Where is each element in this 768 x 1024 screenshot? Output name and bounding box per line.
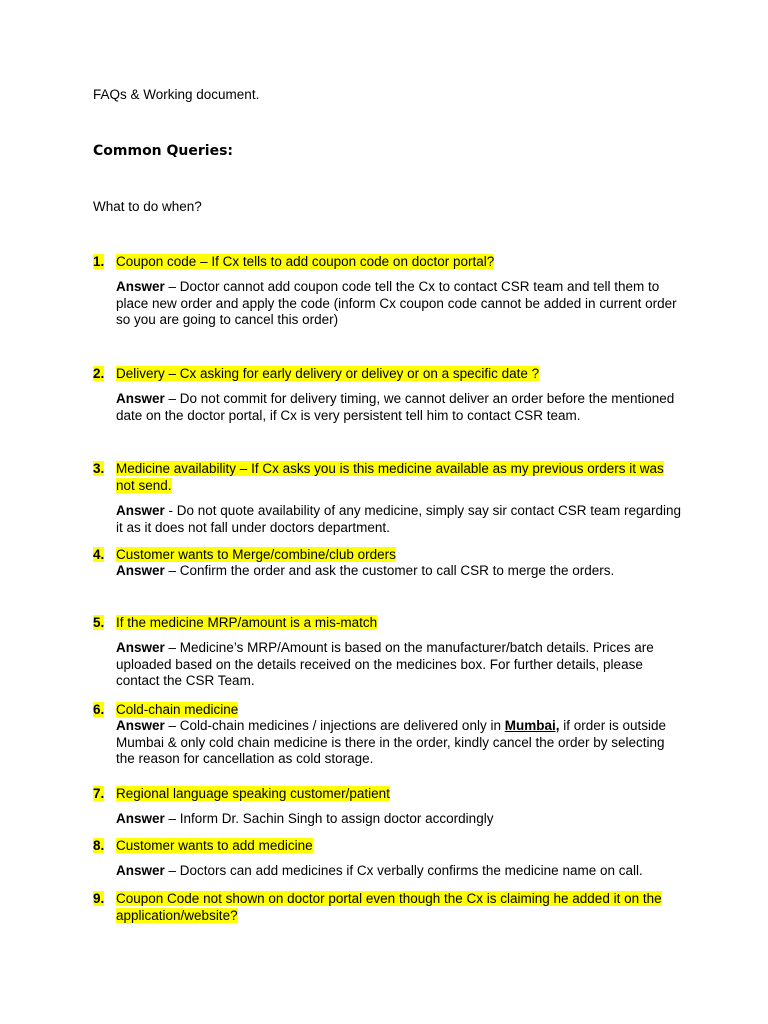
answer-emphasis-mumbai: Mumbai,	[504, 718, 560, 733]
faq-item-1	[93, 253, 683, 329]
faq-answer	[116, 718, 683, 768]
faq-question: Cold-chain medicine	[116, 702, 239, 717]
faq-question: Regional language speaking customer/patient	[116, 786, 390, 801]
faq-question-row	[93, 460, 683, 494]
faq-number: 3.	[93, 461, 105, 476]
answer-text: – Doctor cannot add coupon code tell the Cx to contact CSR team and tell them to place new order and apply the code (inform Cx coupon code cannot be added in current order so you are going to cancel this order)	[116, 279, 677, 327]
faq-question: If the medicine MRP/amount is a mis-match	[116, 615, 378, 630]
answer-text: – Inform Dr. Sachin Singh to assign doctor accordingly	[164, 811, 494, 826]
faq-question: Delivery – Cx asking for early delivery or delivey or on a specific date ?	[116, 366, 540, 381]
faq-item-7	[93, 785, 683, 828]
faq-question-row	[93, 365, 683, 382]
faq-number: 1.	[93, 254, 105, 269]
faq-question: Coupon Code not shown on doctor portal even though the Cx is claiming he added it on the application/website?	[116, 891, 662, 923]
answer-text: - Do not quote availability of any medicine, simply say sir contact CSR team regarding it as it does not fall under doctors department.	[116, 503, 682, 535]
answer-text: – Confirm the order and ask the customer to call CSR to merge the orders.	[164, 563, 615, 578]
answer-label: Answer	[116, 718, 165, 733]
intro-text: What to do when?	[93, 199, 202, 214]
faq-question-row	[93, 837, 683, 854]
faq-question-row	[93, 253, 683, 270]
faq-number: 2.	[93, 366, 105, 381]
faq-answer	[116, 563, 683, 580]
faq-item-3	[93, 460, 683, 536]
faq-question: Customer wants to add medicine	[116, 838, 313, 853]
faq-question-row	[93, 546, 683, 563]
faq-question-row	[93, 701, 683, 718]
faq-question-row	[93, 890, 683, 924]
faq-question-row	[93, 614, 683, 631]
faq-item-4	[93, 546, 683, 580]
faq-number: 9.	[93, 891, 105, 906]
faq-answer	[116, 811, 683, 828]
answer-text-before: – Cold-chain medicines / injections are delivered only in	[164, 718, 505, 733]
faq-item-8	[93, 837, 683, 880]
document-title: FAQs & Working document.	[93, 87, 260, 102]
faq-answer	[116, 503, 683, 536]
faq-number: 7.	[93, 786, 105, 801]
faq-answer	[116, 391, 683, 424]
faq-answer	[116, 863, 683, 880]
faq-number: 6.	[93, 702, 105, 717]
faq-number: 4.	[93, 547, 105, 562]
faq-question: Customer wants to Merge/combine/club orders	[116, 547, 396, 562]
answer-text: – Medicine’s MRP/Amount is based on the manufacturer/batch details. Prices are uploaded based on the details received on the medicines box. For further details, please contact the CSR Team.	[116, 640, 654, 688]
faq-item-5	[93, 614, 683, 690]
section-heading: Common Queries:	[93, 143, 234, 159]
answer-label: Answer	[116, 811, 165, 826]
answer-label: Answer	[116, 640, 165, 655]
answer-label: Answer	[116, 503, 165, 518]
answer-text: – Doctors can add medicines if Cx verbally confirms the medicine name on call.	[164, 863, 643, 878]
faq-question: Medicine availability – If Cx asks you is this medicine available as my previous orders it was not send.	[116, 461, 664, 493]
answer-text-after: if order is outside Mumbai & only cold chain medicine is there in the order, kindly cancel the order by selecting the reason for cancellation as cold storage.	[116, 718, 667, 766]
faq-item-9	[93, 890, 683, 924]
answer-label: Answer	[116, 863, 165, 878]
answer-label: Answer	[116, 279, 165, 294]
faq-question-row	[93, 785, 683, 802]
answer-text: – Do not commit for delivery timing, we cannot deliver an order before the mentioned date on the doctor portal, if Cx is very persistent tell him to contact CSR team.	[116, 391, 675, 423]
answer-label: Answer	[116, 563, 165, 578]
faq-number: 5.	[93, 615, 105, 630]
faq-item-6	[93, 701, 683, 768]
faq-number: 8.	[93, 838, 105, 853]
faq-question: Coupon code – If Cx tells to add coupon code on doctor portal?	[116, 254, 495, 269]
faq-item-2	[93, 365, 683, 424]
faq-answer	[116, 279, 683, 329]
answer-label: Answer	[116, 391, 165, 406]
faq-answer	[116, 640, 683, 690]
